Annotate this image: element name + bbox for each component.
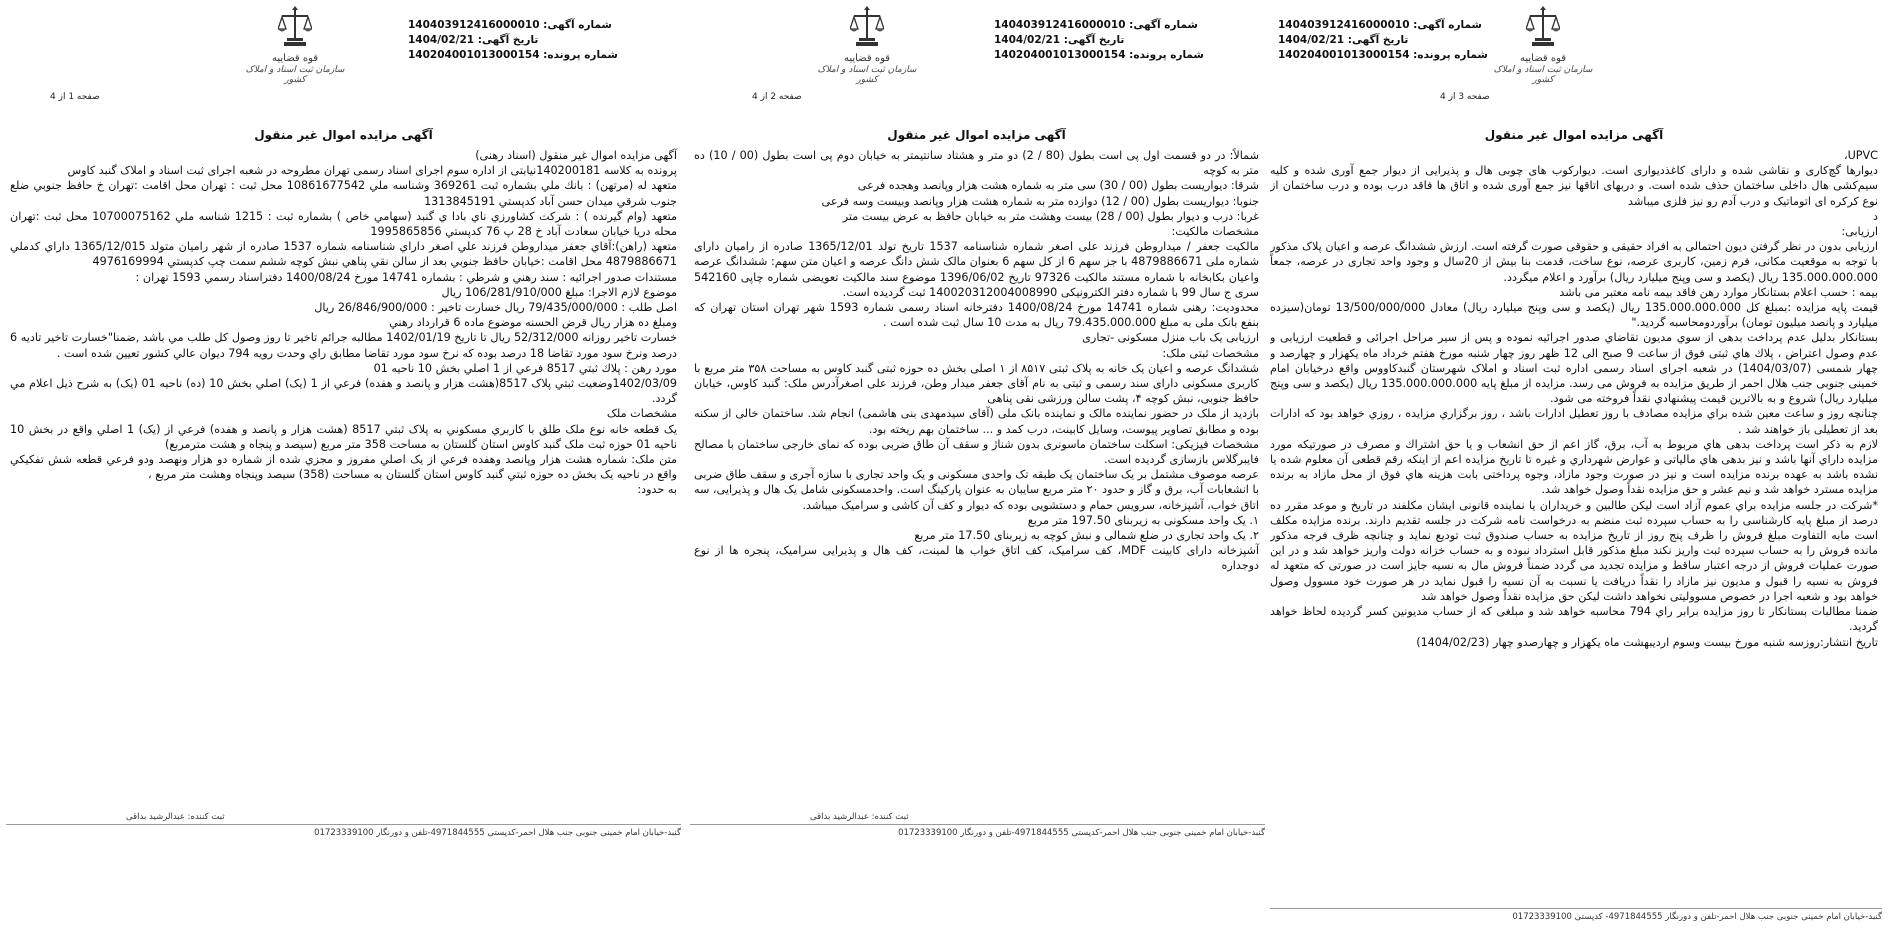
registrar-signature: ثبت کننده: عبدالرشید بداقی [126,812,225,822]
file-no: 140204001013000154 [994,49,1126,61]
notice-meta [408,18,618,63]
notice-body [694,148,1259,574]
judiciary-logo [240,6,350,85]
paragraph: محدودیت: رهنی شماره 14741 مورخ 1400/08/24 دفترخانه اسناد رسمی شماره 1593 شهر تهران استان تهران که بنفع بانک ملی به مبلغ 79.435.000.000 ریال به مدت 10 سال ثبت شده است . [694,301,1260,330]
page-number: صفحه 2 از 4 [752,92,802,102]
page-header [1270,0,1878,128]
paragraph: مشخصات ملک [606,407,677,421]
paragraph: 1402/03/09وضعيت ثبتي پلاک 8517(هشت هزار و پانصد و هفده) فرعي از 1 (يک) اصلي بخش 10 (ده) ناحيه 01 (يک) به شرح ذيل اعلام مي گردد. [10,377,677,406]
paragraph: مستندات صدور اجرائیه : سند رهني و شرطي : بشماره 14741 مورخ 1400/08/24 دفتراسناد رسمي 1593 تهران : [135,270,677,284]
scales-emblem-icon [1526,6,1560,52]
notice-title: آگهی مزایده اموال غیر منقول [887,128,1066,142]
scales-emblem-icon [850,6,884,52]
paragraph: دیوارها گچ‌کاری و نقاشی شده و دارای کاغذدیواری است. دیوارکوب های چوبی هال و پذیرایی از دیوار جمع آوری شده و کلیه سیم‌کشی هال داخلی ساختمان حذف شده است. و دربهای اتاقها نیز جمع آوری شده و اتاق ها فاقد درب بوده و درب ساختمان از نوع کرکره ای اتوماتیک و درب آدم رو نیز فلزی میباشد [1270,164,1878,208]
notice-title: آگهی مزایده اموال غیر منقول [254,128,433,142]
paragraph: متعهد (وام گیرنده ) : شرکت کشاورزي ناي بادا ي گنبد (سهامي خاص ) بشماره ثبت : 1215 شناسه ملي 10700075162 محل ثبت :تهران محله دريا خيابان سعادت آباد خ 28 پ 76 كدپستي 1995865856 [10,209,677,239]
paragraph: عرصه موصوف مشتمل بر یک ساختمان یک طبقه تک واحدی مسکونی و یک واحد تجاری با سازه آجری و سقف طاق ضربی با انشعابات آب، برق و گاز و حدود ۲۰ متر مربع سایبان به عنوان پارکینگ است. واحدمسکونی شامل یک هال و پذیرایی، سه اتاق خواب، آشپزخانه، سرویس حمام و دستشویی بوده که دیوار و کف آن کاشی و سرامیک میباشد. [694,468,1259,512]
paragraph: اصل طلب : 79/435/000/000 ريال خسارت تاخير : 26/846/900/000 ريال [314,301,677,315]
page-number: صفحه 1 از 4 [50,92,100,102]
paragraph: مشخصات ثبتی ملک: [1162,346,1259,360]
paragraph: ومبلغ ده هزار ريال قرض الحسنه موضوع ماده 6 قرارداد رهني [389,316,677,330]
org-subtitle: سازمان ثبت اسناد و املاک کشور [245,65,345,85]
judiciary-logo [812,6,922,85]
paragraph: چنانچه روز و ساعت معین شده براي مزایده مصادف با روز تعطیل ادارات باشد ، روز برگزاري مزایده ، روزي خواهد بود که ادارات بعد از تعطیلی باز خواهند شد . [1270,407,1878,436]
paragraph: مشخصات مالکیت: [1171,225,1259,239]
paragraph: بستانکار بدلیل عدم پرداخت بدهی از سوي مدیون تقاضاي صدور اجرائیه نموده و پس از سیر مراحل اجرائی و قطعیت ارزیابی و عدم وصول اعتراض ، پلاك هاي ثبتی فوق از ساعت 9 صبح الی 12 ظهر روز چهار شنبه مورخ هفتم خرداد ماه یکهزار و چهارصد و چهار شمسی (1404/03/07) در شعبه اجرای اسناد رسمی اداره ثبت اسناد و املاک شهرستان گنبدکاووس واقع درخیابان امام خمینی جنوبی جنب هلال احمر از طریق مزایده به فروش می رسد. مزایده از مبلغ پایه 135.000.000.000 ریال (یکصد و سی وپنج میلیارد ریال) شروع و به بالاترین قیمت پیشنهادي نقداً فروخته می شود. [1270,331,1878,406]
paragraph: تاریخ انتشار:روزسه شنبه مورخ بیست وسوم اردیبهشت ماه یکهزار و چهارصدو چهار (1404/02/23) [1416,635,1878,649]
registrar-signature: ثبت کننده: عبدالرشید بداقی [810,812,909,822]
paragraph: بیمه : حسب اعلام بستانکار موارد رهن فاقد بیمه نامه معتبر می باشد [1559,285,1878,299]
paragraph: ۲. یک واحد تجاری در ضلع شمالی و نبش کوچه به زیربنای 17.50 متر مربع [914,529,1259,543]
ad-date: 1404/02/21 [1278,34,1345,46]
paragraph: UPVC، [1843,149,1878,162]
paragraph: متعهد (راهن):آقاي جعفر ميداروطن فرزند علي اصغر داراي شناسنامه شماره 1537 صادره از شهر راميان متولد 1365/12/015 داراي کدملي 4879886671 محل اقامت :خيابان حافظ جنوبي بعد از سالن نقي پناهي نبش كوچه ششم سمت چپ كدپستي 4976169994 [10,240,677,269]
paragraph: متعهد له (مرتهن) : بانك ملي بشماره ثبت 369261 وشناسه ملي 10861677542 محل ثبت : تهران محل اقامت :تهران خ حافظ جنوبي ضلع جنوب شرقي ميدان حسن آباد كدپستي 1313845191 [10,179,678,208]
paragraph: د [1873,209,1878,223]
office-address: گنبد-خیابان امام خمینی جنوبی جنب هلال احمر-کدپستی 4971844555-تلفن و دورنگار 01723339100 [6,824,681,838]
paragraph: متن ملک: شماره هشت هزار وپانصد وهفده فرعي از يک اصلي مفروز و مجزي شده از شماره دو هزار ونهصد ودو فرعي قطعه شش تفکيکي واقع در ناحيه يک بخش ده حوزه ثبتي گنبد کاوس استان گلستان به مساحت (358) سيصد وپنجاه وهشت متر مربع ، [10,453,677,482]
paragraph: مشخصات فیزیکی: اسکلت ساختمان ماسونری بدون شناژ و سقف آن طاق ضربی بوده که نمای خارجی ساختمان با مصالح فایبرگلاس بازسازی گردیده است. [694,437,1259,467]
notice-meta [994,18,1204,63]
paragraph: ششدانگ عرصه و اعیان یک خانه به پلاک ثبتی ۸۵۱۷ از ۱ اصلی بخش ده حوزه ثبتی گنبد کاوس به مساحت ۳۵۸ متر مربع با کاربری مسکونی دارای سند رسمی و ثبتی به نام آقای جعفر میدار وطن، فرزند علی اصغرآدرس ملک: گنبد کاوس، خیابان حافظ جنوبی، نبش کوچه ۴، پشت سالن ورزشی نقی پناهی [694,361,1260,406]
office-address: گنبد-خیابان امام خمینی جنوبی جنب هلال احمر-کدپستی 4971844555-تلفن و دورنگار 01723339100 [690,824,1265,838]
paragraph: آشپزخانه دارای کابینت MDF، کف سرامیک، کف اتاق خواب ها لمینت، کف هال و پذیرایی سرامیک، پنجره ها از نوع دوجداره [694,544,1259,573]
org-subtitle: سازمان ثبت اسناد و املاک کشور [1493,65,1593,85]
notice-body [10,148,677,498]
page-footer [690,812,1265,838]
paragraph: *شرکت در جلسه مزایده براي عموم آزاد است لیکن طالبین و خریداران یا نماینده قانونی ایشان مکلفند در تاریخ و موعد مقرر ده درصد از مبلغ پایه کارشناسی را به حساب سپرده ثبت منضم به درخواست نامه شرکت در جلسه تقدیم دارند. برنده مزایده مکلف است مابه التفاوت مبلغ فروش را ظرف پنج روز از تاریخ مزایده به حساب صندوق ثبت تودیع نماید و چنانچه ظرف فرجه مذکور مانده فروش را به حساب سپرده ثبت واریز نکند مبلغ مذکور قابل استرداد نبوده و به حساب خزانه دولت واریز خواهد شد و در این صورت عملیات فروش از درجه اعتبار ساقط و مزایده تجدید می گردد ضمناً فروش مال به نسیه جایز است در صورتی که متعهد له فروش به نسیه را قبول و مدیون نیز مازاد را نقداً دریافت یا نسبت به آن نسیه را قبول نماید در هر صورت خود مسوول وصول خواهد بود و شعبه اجرا در خصوص مسوولیتی نخواهد داشت لیکن حق مزایده نقداً وصول خواهد شد [1270,498,1878,603]
notice-body [1270,148,1878,650]
ad-no: 140403912416000010 [994,19,1126,31]
paragraph: آگهی مزایده اموال غیر منقول (اسناد رهنی) [475,149,677,162]
paragraph: جنوبا: دیواریست بطول (00 / 12) دوازده متر به شماره هشت هزار وپانصد وبیست وسه فرعی [821,194,1259,208]
judiciary-logo [1488,6,1598,85]
page-footer [6,812,681,838]
notice-page-2 [690,0,1265,930]
date-label: تاریخ آگهی: [1063,34,1125,46]
notice-meta [1278,18,1488,63]
office-address: گنبد-خیابان امام خمینی جنوبی جنب هلال احمر-تلفن و دورنگار 4971844555- کدپستی 01723339100 [1270,908,1882,922]
file-no: 140204001013000154 [408,49,540,61]
paragraph: لازم به ذکر است پرداخت بدهی هاي مربوط به آب، برق، گاز اعم از حق انشعاب و یا حق اشتراك و مصرف در صورتیکه مورد مزایده داراي آنها باشد و نیز بدهی هاي مالیاتی و عوارض شهرداري و غیره تا تاریخ مزایده اعم از اینکه رقم قطعی آن معلوم شده یا نشده باشد به عهده برنده مزایده است و نیز در صورت وجود مازاد، وجوه پرداختی بابت هزینه هاي فوق از محل مازاد به برنده مزایده مسترد خواهد شد و نیم عشر و حق مزایده نقداً وصول خواهد شد. [1270,437,1878,497]
paragraph: ارزیابی یک باب منزل مسکونی -تجاری [1082,331,1259,345]
ad-no-label: شماره آگهی: [1129,19,1198,31]
page-footer [1270,908,1882,922]
date-label: تاریخ آگهی: [477,34,539,46]
notice-title: آگهی مزایده اموال غیر منقول [1484,128,1664,142]
file-no-label: شماره پرونده: [543,49,618,61]
ad-no: 140403912416000010 [408,19,540,31]
page-header [10,0,677,128]
page-number: صفحه 3 از 4 [1440,92,1490,102]
paragraph: قیمت پایه مزایده :بمبلغ کل 135.000.000.000 ریال (یکصد و سی وپنج میلیارد ریال) معادل 13/500/000/000 تومان(سیزده میلیارد و پانصد میلیون تومان) برآوردومحاسبه گردید." [1270,301,1878,330]
ad-no-label: شماره آگهی: [543,19,612,31]
ad-date: 1404/02/21 [408,34,475,46]
paragraph: يک قطعه خانه نوع ملک طلق با کاربري مسکوني به پلاک ثبتي 8517 (هشت هزار و پانصد و هفده) فرعي از (يک) 1 اصلي واقع در بخش 10 ناحيه 01 حوزه ثبت ملک گنبد کاوس استان گلستان به مساحت 358 متر مربع (سيصد و پنجاه و هشت مترمربع) [10,422,677,451]
notice-page-3 [1270,0,1882,930]
paragraph: شرقا: دیواریست بطول (00 / 30) سی متر به شماره هشت هزار وپانصد وهجده فرعی [857,179,1259,193]
paragraph: مورد رهن : پلاك ثبتي 8517 فرعي از 1 اصلي بخش 10 ناحيه 01 [373,361,677,375]
paragraph: شمالاً: در دو قسمت اول پی است بطول (80 / 2) دو متر و هشتاد سانتیمتر به خیابان دوم پی است بطول (00 / 10) ده متر به کوچه [694,149,1260,178]
file-no-label: شماره پرونده: [1413,49,1488,61]
paragraph: ارزیابی: [1841,225,1878,239]
paragraph: مالکیت جعفر / میداروطن فرزند علی اصغر شماره شناسنامه 1537 تاریخ تولد 1365/12/01 صادره از رامیان دارای شماره ملی 4879886671 با جز سهم 6 از کل سهم 6 بعنوان مالک شش دانگ عرصه و اعیان متن سهم: ششدانگ عرصه واعیان بکابخانه با شماره مستند مالکیت 97326 تاریخ 1396/06/02 موضوع سند مالکیت تعویضی شماره چاپی 542160 سری ج سال 99 با شماره دفتر الکترونیکی 140020312004008990 ثبت گردیده است. [694,240,1259,299]
notice-page-1 [6,0,681,930]
paragraph: پرونده به کلاسه 140200181نیابتی از اداره سوم اجرای اسناد رسمی تهران مطروحه در شعبه اجرای ثبت اسناد و املاک گنبد کاوس [67,164,677,178]
paragraph: خسارت تاخير روزانه 52/312/000 ريال تا تاريخ 1402/01/19 مطالبه جرائم تاخير تا روز وصول كل طلب مي باشد ,ضمنا"خسارت تاخير تاديه 6 درصد ونرخ سود مورد تقاضا 18 درصد بوده كه نرخ سود مورد تقاضا مطابق راي وحدت رويه 794 ديوان عالي كشور تعيين شده است . [10,331,677,360]
org-name: قوه قضاییه [1519,53,1567,64]
paragraph: غربا: درب و دیوار بطول (00 / 28) بیست وهشت متر به خیابان حافظ به عرض بیست متر [842,209,1259,223]
paragraph: ارزیابی بدون در نظر گرفتن دیون احتمالی به افراد حقیقی و حقوقی صورت گرفته است. ارزش ششدانگ عرصه و اعیان پلاک مذکور با توجه به موقعیت مکانی، فرم زمین، کاربری عرصه، نوع ساخت، قدمت بنا بیش از 20سال و وجود واحد تجاری در عرصه، جمعاً 135.000.000.000 ریال (یکصد و سی وپنج میلیارد ریال) برآورد و اعلام میگردد. [1270,240,1878,284]
org-name: قوه قضاییه [843,53,891,64]
org-name: قوه قضاییه [271,53,319,64]
paragraph: موضوع لازم الاجرا: مبلغ 106/281/910/000 ريال [441,285,677,299]
org-subtitle: سازمان ثبت اسناد و املاک کشور [817,65,917,85]
file-no: 140204001013000154 [1278,49,1410,61]
paragraph: به حدود: [637,483,677,497]
paragraph: ضمنا مطالبات بستانکار تا روز مزایده برابر راي 794 محاسبه خواهد شد و مبلغی که از حساب مدیونین کسر گردیده لحاظ خواهد گردید. [1270,605,1878,634]
paragraph: بازدید از ملک در حضور نماینده مالک و نماینده بانک ملی (آقای سیدمهدی بنی هاشمی) انجام شد. ساختمان خالی از سکنه بوده و مطابق تصاویر پیوست، وسایل کابینت، درب کمد و ... ساختمان بهم ریخته بود. [694,407,1259,436]
file-no-label: شماره پرونده: [1129,49,1204,61]
page-header [694,0,1259,128]
ad-date: 1404/02/21 [994,34,1061,46]
ad-no: 140403912416000010 [1278,19,1410,31]
ad-no-label: شماره آگهی: [1413,19,1482,31]
scales-emblem-icon [278,6,312,52]
date-label: تاریخ آگهی: [1347,34,1409,46]
paragraph: ۱. یک واحد مسکونی به زیربنای 197.50 متر مربع [1027,513,1259,527]
